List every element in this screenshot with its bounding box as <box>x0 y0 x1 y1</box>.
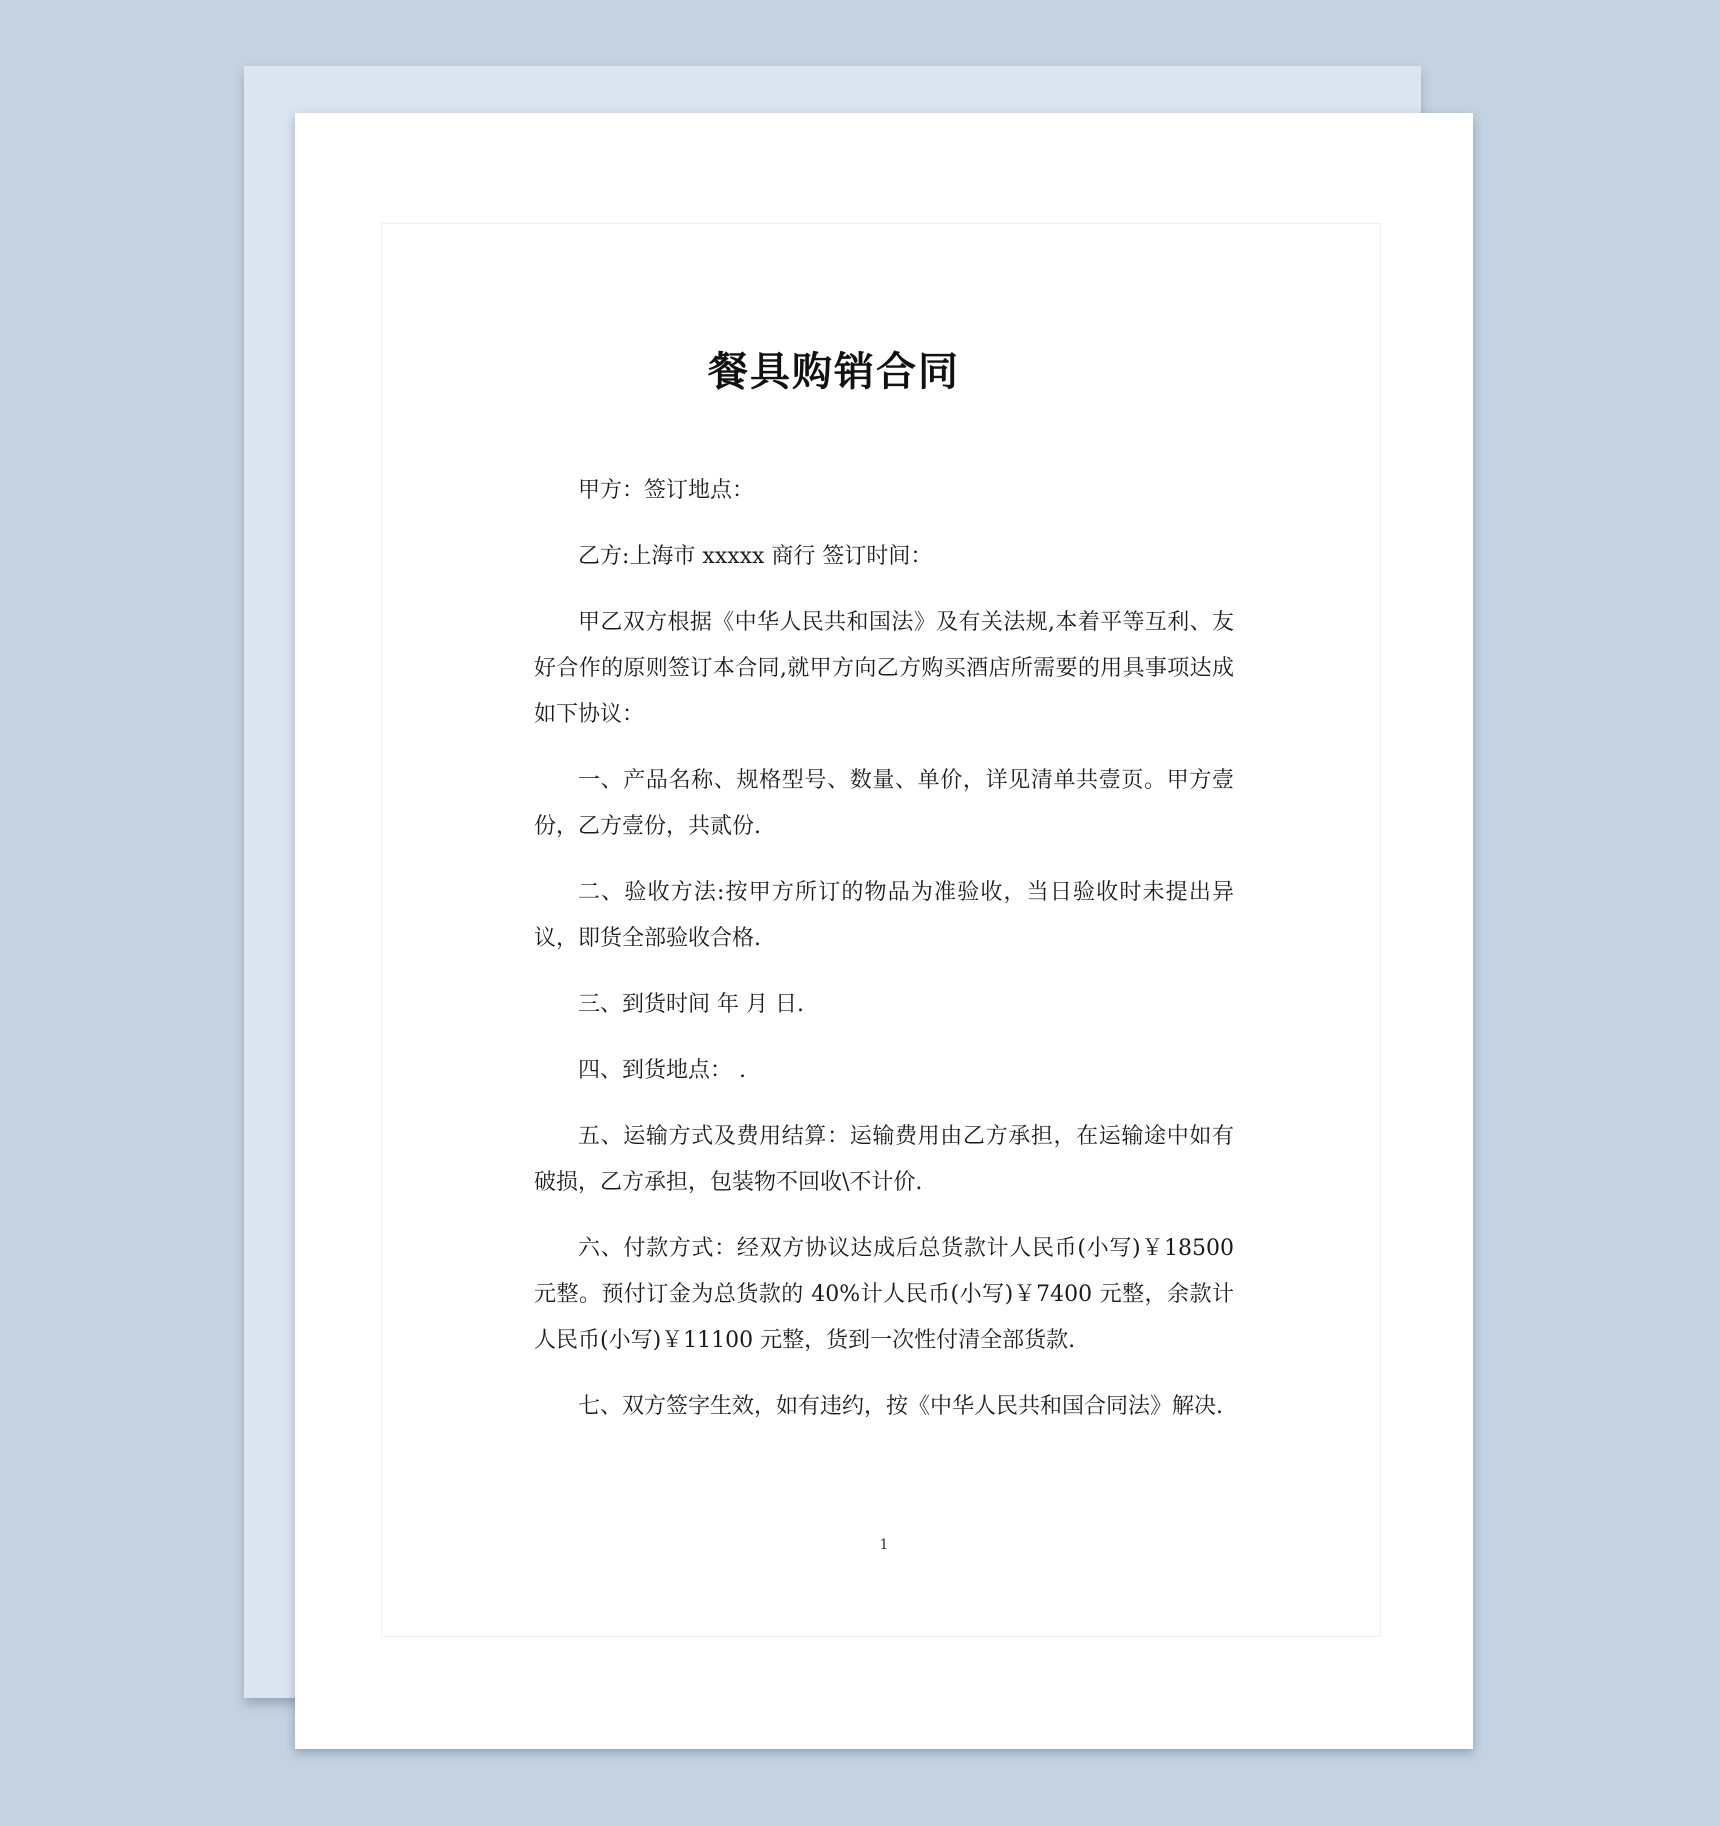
clause-4-delivery-location: 四、到货地点： . <box>578 1058 746 1083</box>
preamble-paragraph: 甲乙双方根据《中华人民共和国法》及有关法规,本着平等互利、友好合作的原则签订本合同,就甲方向乙方购买酒店所需要的用具事项达成如下协议： <box>534 610 1234 727</box>
page-number: 1 <box>879 1537 889 1553</box>
party-a-line: 甲方：签订地点： <box>578 478 755 503</box>
clause-3-delivery-time: 三、到货时间 年 月 日. <box>578 992 804 1017</box>
clause-2-acceptance: 二、验收方法:按甲方所订的物品为准验收，当日验收时未提出异议，即货全部验收合格. <box>534 880 1234 951</box>
clause-6-payment: 六、付款方式：经双方协议达成后总货款计人民币(小写)￥18500 元整。预付订金为总货款的 40%计人民币(小写)￥7400 元整，余款计人民币(小写)￥11100 元整，货到一次性付清全部货款. <box>534 1236 1234 1353</box>
document-title: 餐具购销合同 <box>708 349 960 395</box>
document-body <box>534 468 1234 1450</box>
clause-5-transport: 五、运输方式及费用结算：运输费用由乙方承担，在运输途中如有破损，乙方承担，包装物不回收\不计价. <box>534 1124 1234 1195</box>
party-b-line: 乙方:上海市 xxxxx 商行 签订时间： <box>578 544 933 569</box>
document-page <box>295 113 1473 1749</box>
clause-7-effectiveness: 七、双方签字生效，如有违约，按《中华人民共和国合同法》解决. <box>578 1394 1223 1419</box>
clause-1-product: 一、产品名称、规格型号、数量、单价，详见清单共壹页。甲方壹份，乙方壹份，共贰份. <box>534 768 1234 839</box>
